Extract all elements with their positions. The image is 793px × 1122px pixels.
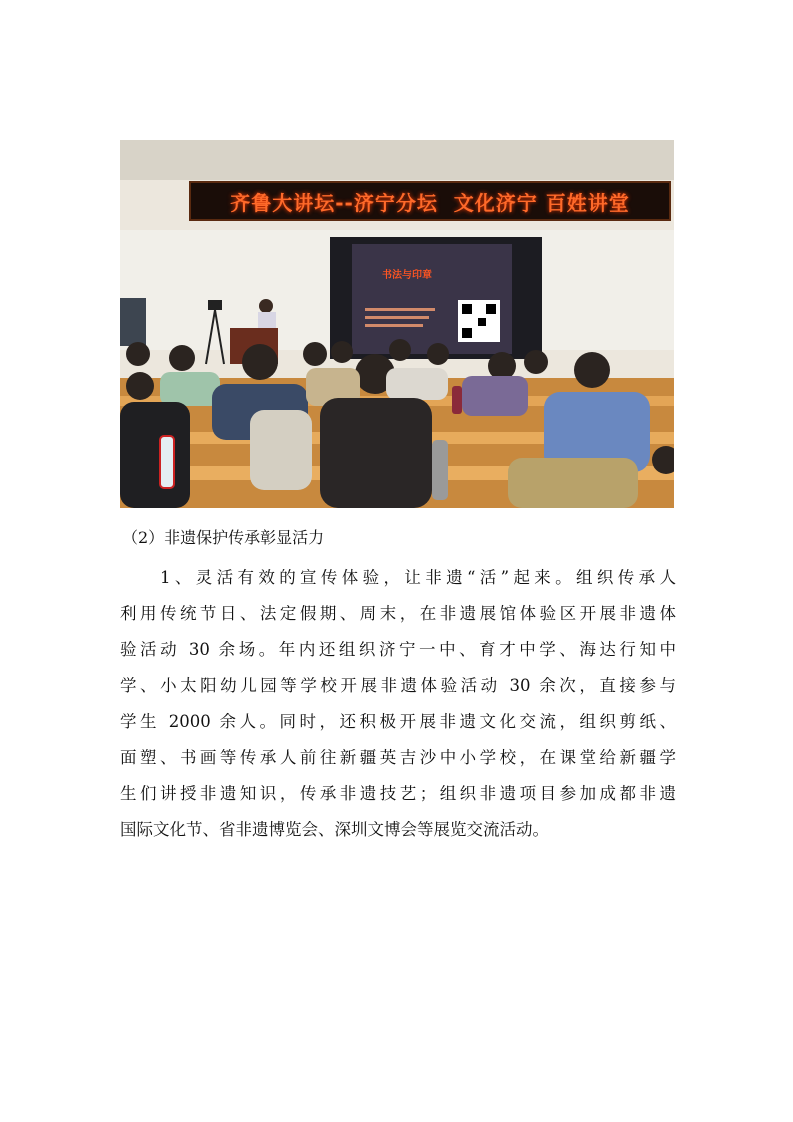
body-paragraph [120, 560, 676, 848]
lecture-photo [120, 140, 674, 508]
paragraph-line: 学生 2000 余人。同时，还积极开展非遗文化交流，组织剪纸、 [120, 712, 676, 731]
led-banner-text: 齐鲁大讲坛--济宁分坛 文化济宁 百姓讲堂 [230, 190, 630, 215]
paragraph-line: 利用传统节日、法定假期、周末，在非遗展馆体验区开展非遗体 [120, 604, 676, 623]
paragraph-line: 1、灵活有效的宣传体验，让非遗“活”起来。组织传承人 [160, 568, 676, 587]
paragraph-line: 学、小太阳幼儿园等学校开展非遗体验活动 30 余次，直接参与 [120, 676, 676, 695]
paragraph-line: 验活动 30 余场。年内还组织济宁一中、育才中学、海达行知中 [120, 640, 676, 659]
section-heading: （2）非遗保护传承彰显活力 [122, 528, 325, 547]
paragraph-line: 国际文化节、省非遗博览会、深圳文博会等展览交流活动。 [120, 820, 549, 839]
slide-title: 书法与印章 [382, 270, 432, 281]
paragraph-line: 生们讲授非遗知识，传承非遗技艺；组织非遗项目参加成都非遗 [120, 784, 676, 803]
paragraph-line: 面塑、书画等传承人前往新疆英吉沙中小学校，在课堂给新疆学 [120, 748, 676, 767]
